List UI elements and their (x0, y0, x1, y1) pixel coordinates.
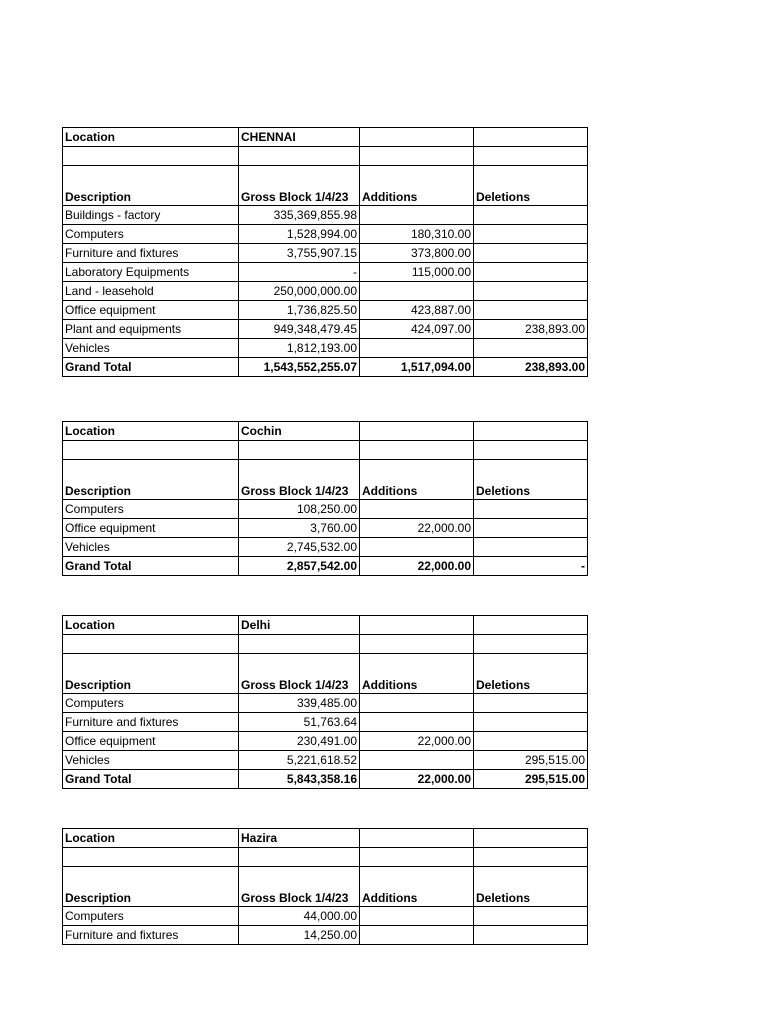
location-value: Cochin (239, 422, 360, 441)
location-label: Location (63, 128, 239, 147)
table-row (63, 907, 588, 926)
blank-row (63, 848, 588, 867)
deletions-header: Deletions (474, 460, 588, 500)
gross-cell: 3,755,907.15 (239, 244, 360, 263)
description-cell: Furniture and fixtures (63, 244, 239, 263)
description-cell: Furniture and fixtures (63, 926, 239, 945)
description-header: Description (63, 654, 239, 694)
additions-cell: 373,800.00 (360, 244, 474, 263)
location-row (63, 616, 588, 635)
deletions-cell (474, 519, 588, 538)
description-cell: Office equipment (63, 519, 239, 538)
blank-row (63, 441, 588, 460)
gross-cell: 5,221,618.52 (239, 751, 360, 770)
table-row (63, 206, 588, 225)
description-cell: Furniture and fixtures (63, 713, 239, 732)
description-cell: Computers (63, 694, 239, 713)
gross-cell: 949,348,479.45 (239, 320, 360, 339)
location-label: Location (63, 616, 239, 635)
table-row (63, 694, 588, 713)
additions-cell (360, 713, 474, 732)
additions-cell: 424,097.00 (360, 320, 474, 339)
table-row (63, 732, 588, 751)
additions-cell (360, 907, 474, 926)
gross-cell: 1,812,193.00 (239, 339, 360, 358)
additions-header: Additions (360, 867, 474, 907)
table-row (63, 282, 588, 301)
description-cell: Land - leasehold (63, 282, 239, 301)
location-row (63, 829, 588, 848)
deletions-cell (474, 301, 588, 320)
deletions-cell (474, 713, 588, 732)
additions-cell (360, 926, 474, 945)
asset-table-hazira (62, 828, 588, 945)
table-row (63, 320, 588, 339)
additions-total: 22,000.00 (360, 557, 474, 576)
deletions-total: 295,515.00 (474, 770, 588, 789)
gross-block-header: Gross Block 1/4/23 (239, 867, 360, 907)
additions-cell: 22,000.00 (360, 519, 474, 538)
deletions-cell (474, 339, 588, 358)
deletions-header: Deletions (474, 867, 588, 907)
gross-cell: 339,485.00 (239, 694, 360, 713)
description-cell: Office equipment (63, 301, 239, 320)
deletions-header: Deletions (474, 654, 588, 694)
description-header: Description (63, 166, 239, 206)
additions-cell (360, 339, 474, 358)
gross-block-header: Gross Block 1/4/23 (239, 166, 360, 206)
description-cell: Vehicles (63, 751, 239, 770)
location-value: Delhi (239, 616, 360, 635)
gross-cell: 1,736,825.50 (239, 301, 360, 320)
deletions-cell (474, 244, 588, 263)
description-cell: Plant and equipments (63, 320, 239, 339)
grand-total-label: Grand Total (63, 770, 239, 789)
table-row (63, 500, 588, 519)
gross-block-header: Gross Block 1/4/23 (239, 654, 360, 694)
gross-total: 5,843,358.16 (239, 770, 360, 789)
header-row (63, 867, 588, 907)
description-cell: Vehicles (63, 538, 239, 557)
gross-cell: 44,000.00 (239, 907, 360, 926)
additions-cell (360, 694, 474, 713)
grand-total-label: Grand Total (63, 557, 239, 576)
description-cell: Computers (63, 500, 239, 519)
additions-cell: 22,000.00 (360, 732, 474, 751)
table-row (63, 263, 588, 282)
gross-cell: 14,250.00 (239, 926, 360, 945)
additions-header: Additions (360, 654, 474, 694)
gross-cell: 335,369,855.98 (239, 206, 360, 225)
location-label: Location (63, 422, 239, 441)
table-row (63, 538, 588, 557)
deletions-cell (474, 694, 588, 713)
description-cell: Computers (63, 225, 239, 244)
deletions-header: Deletions (474, 166, 588, 206)
deletions-cell (474, 732, 588, 751)
deletions-cell (474, 926, 588, 945)
location-row (63, 128, 588, 147)
gross-cell: 250,000,000.00 (239, 282, 360, 301)
deletions-cell (474, 206, 588, 225)
description-header: Description (63, 460, 239, 500)
gross-total: 2,857,542.00 (239, 557, 360, 576)
gross-cell: 3,760.00 (239, 519, 360, 538)
table-row (63, 225, 588, 244)
deletions-total: - (474, 557, 588, 576)
additions-cell (360, 206, 474, 225)
deletions-cell (474, 538, 588, 557)
additions-header: Additions (360, 460, 474, 500)
description-cell: Buildings - factory (63, 206, 239, 225)
additions-cell: 115,000.00 (360, 263, 474, 282)
additions-header: Additions (360, 166, 474, 206)
gross-cell: 108,250.00 (239, 500, 360, 519)
gross-cell: 230,491.00 (239, 732, 360, 751)
description-cell: Office equipment (63, 732, 239, 751)
blank-row (63, 147, 588, 166)
additions-cell (360, 282, 474, 301)
header-row (63, 460, 588, 500)
description-cell: Computers (63, 907, 239, 926)
description-cell: Vehicles (63, 339, 239, 358)
table-row (63, 926, 588, 945)
additions-total: 22,000.00 (360, 770, 474, 789)
grand-total-row (63, 557, 588, 576)
table-row (63, 339, 588, 358)
deletions-cell: 295,515.00 (474, 751, 588, 770)
deletions-cell (474, 500, 588, 519)
gross-cell: 51,763.64 (239, 713, 360, 732)
additions-cell: 423,887.00 (360, 301, 474, 320)
asset-table-cochin (62, 421, 588, 576)
table-row (63, 713, 588, 732)
gross-total: 1,543,552,255.07 (239, 358, 360, 377)
location-row (63, 422, 588, 441)
gross-cell: 1,528,994.00 (239, 225, 360, 244)
table-row (63, 244, 588, 263)
deletions-cell (474, 282, 588, 301)
asset-table-delhi (62, 615, 588, 789)
table-row (63, 751, 588, 770)
table-row (63, 301, 588, 320)
additions-cell (360, 751, 474, 770)
gross-block-header: Gross Block 1/4/23 (239, 460, 360, 500)
additions-cell: 180,310.00 (360, 225, 474, 244)
deletions-cell (474, 225, 588, 244)
location-value: Hazira (239, 829, 360, 848)
grand-total-row (63, 770, 588, 789)
grand-total-label: Grand Total (63, 358, 239, 377)
deletions-cell (474, 263, 588, 282)
table-row (63, 519, 588, 538)
gross-cell: 2,745,532.00 (239, 538, 360, 557)
grand-total-row (63, 358, 588, 377)
deletions-cell (474, 907, 588, 926)
deletions-total: 238,893.00 (474, 358, 588, 377)
additions-cell (360, 538, 474, 557)
blank-row (63, 635, 588, 654)
location-label: Location (63, 829, 239, 848)
description-header: Description (63, 867, 239, 907)
description-cell: Laboratory Equipments (63, 263, 239, 282)
additions-cell (360, 500, 474, 519)
gross-cell: - (239, 263, 360, 282)
location-value: CHENNAI (239, 128, 360, 147)
header-row (63, 166, 588, 206)
asset-table-chennai (62, 127, 588, 377)
deletions-cell: 238,893.00 (474, 320, 588, 339)
header-row (63, 654, 588, 694)
additions-total: 1,517,094.00 (360, 358, 474, 377)
